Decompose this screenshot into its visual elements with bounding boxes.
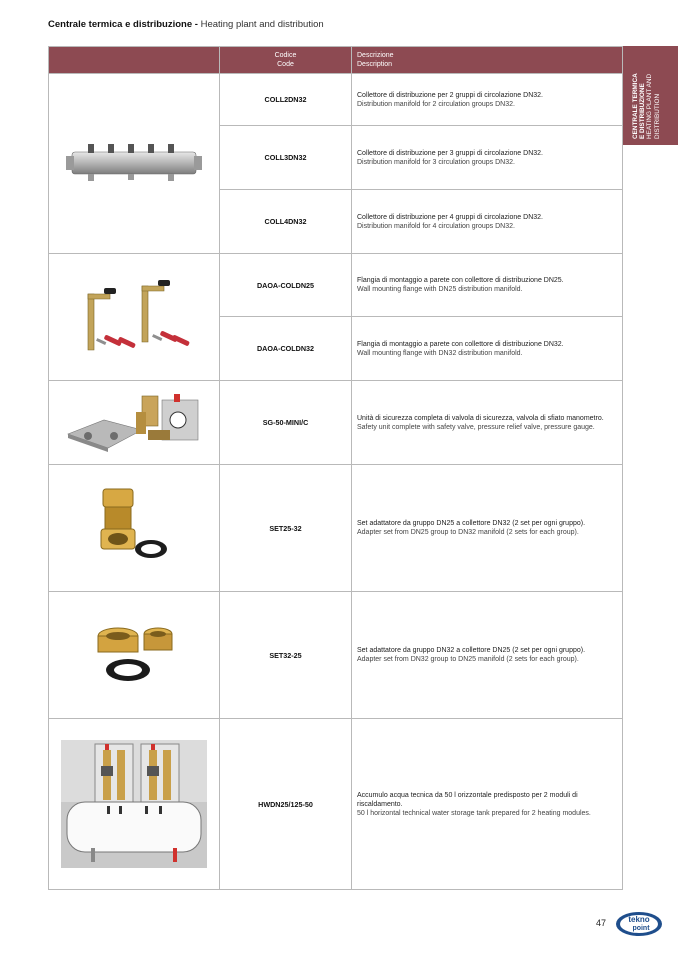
product-code: COLL2DN32 (220, 74, 352, 126)
storage-tank-illustration (61, 740, 207, 868)
product-table (48, 46, 623, 890)
product-description: Flangia di montaggio a parete con collettore di distribuzione DN32. Wall mounting flange with DN32 distribution manifold. (352, 317, 623, 381)
product-code: SET32-25 (220, 592, 352, 719)
table-row (49, 592, 623, 719)
product-code: COLL4DN32 (220, 190, 352, 254)
product-description: Accumulo acqua tecnica da 50 l orizzontale predisposto per 2 moduli di riscaldamento. 50 l horizontal technical water storage tank prepared for 2 heating modules. (352, 719, 623, 890)
adapter-set-32-25-image (49, 592, 220, 719)
wall-flange-image (49, 254, 220, 381)
distribution-manifold-illustration (64, 134, 204, 194)
header-code: Codice Code (220, 47, 352, 74)
adapter-nuts-illustration (84, 620, 184, 690)
wall-flange-illustration (74, 272, 194, 362)
side-tab-line3: HEATING PLANT AND (646, 73, 654, 139)
product-code: DAOA-COLDN25 (220, 254, 352, 317)
header-description: Descrizione Description (352, 47, 623, 74)
product-code: SG-50-MINI/C (220, 381, 352, 465)
product-description: Unità di sicurezza completa di valvola di sicurezza, valvola di sfiato manometro. Safety unit complete with safety valve, pressure relief valve, pressure gauge. (352, 381, 623, 465)
product-description: Collettore di distribuzione per 2 gruppi di circolazione DN32. Distribution manifold for 2 circulation groups DN32. (352, 74, 623, 126)
section-side-tab (622, 46, 678, 145)
table-row (49, 465, 623, 592)
table-row (49, 381, 623, 465)
product-description: Set adattatore da gruppo DN25 a collettore DN32 (2 set per ogni gruppo). Adapter set from DN25 group to DN32 manifold (2 sets for each group). (352, 465, 623, 592)
side-tab-line4: DISTRIBUTION (653, 93, 661, 139)
product-code: DAOA-COLDN32 (220, 317, 352, 381)
header-image-cell (49, 47, 220, 74)
product-code: SET25-32 (220, 465, 352, 592)
manifold-image (49, 74, 220, 254)
adapter-set-25-32-image (49, 465, 220, 592)
page-title-sub: Heating plant and distribution (200, 19, 324, 30)
product-code: COLL3DN32 (220, 126, 352, 190)
table-row (49, 719, 623, 890)
table-row (49, 74, 623, 126)
product-description: Set adattatore da gruppo DN32 a collettore DN25 (2 set per ogni gruppo). Adapter set from DN32 group to DN25 manifold (2 sets for each group). (352, 592, 623, 719)
product-description: Collettore di distribuzione per 3 gruppi di circolazione DN32. Distribution manifold for 3 circulation groups DN32. (352, 126, 623, 190)
storage-tank-image (49, 719, 220, 890)
side-tab-line1: CENTRALE TERMICA (632, 73, 639, 139)
product-description: Flangia di montaggio a parete con collettore di distribuzione DN25. Wall mounting flange with DN25 distribution manifold. (352, 254, 623, 317)
page-title (48, 19, 324, 30)
page-title-bold: Centrale termica e distribuzione - (48, 19, 198, 30)
product-code: HWDN25/125-50 (220, 719, 352, 890)
logo-text-top: tekno (628, 915, 650, 924)
safety-unit-illustration (64, 390, 204, 456)
side-tab-line2: E DISTRIBUZIONE (639, 83, 647, 139)
product-description: Collettore di distribuzione per 4 gruppi di circolazione DN32. Distribution manifold for 4 circulation groups DN32. (352, 190, 623, 254)
logo-text-bottom: point (632, 925, 650, 932)
safety-unit-image (49, 381, 220, 465)
page-number: 47 (596, 918, 607, 928)
table-header (49, 47, 623, 74)
teknopoint-logo (614, 910, 664, 938)
table-row (49, 254, 623, 317)
adapter-set-illustration (89, 483, 179, 573)
